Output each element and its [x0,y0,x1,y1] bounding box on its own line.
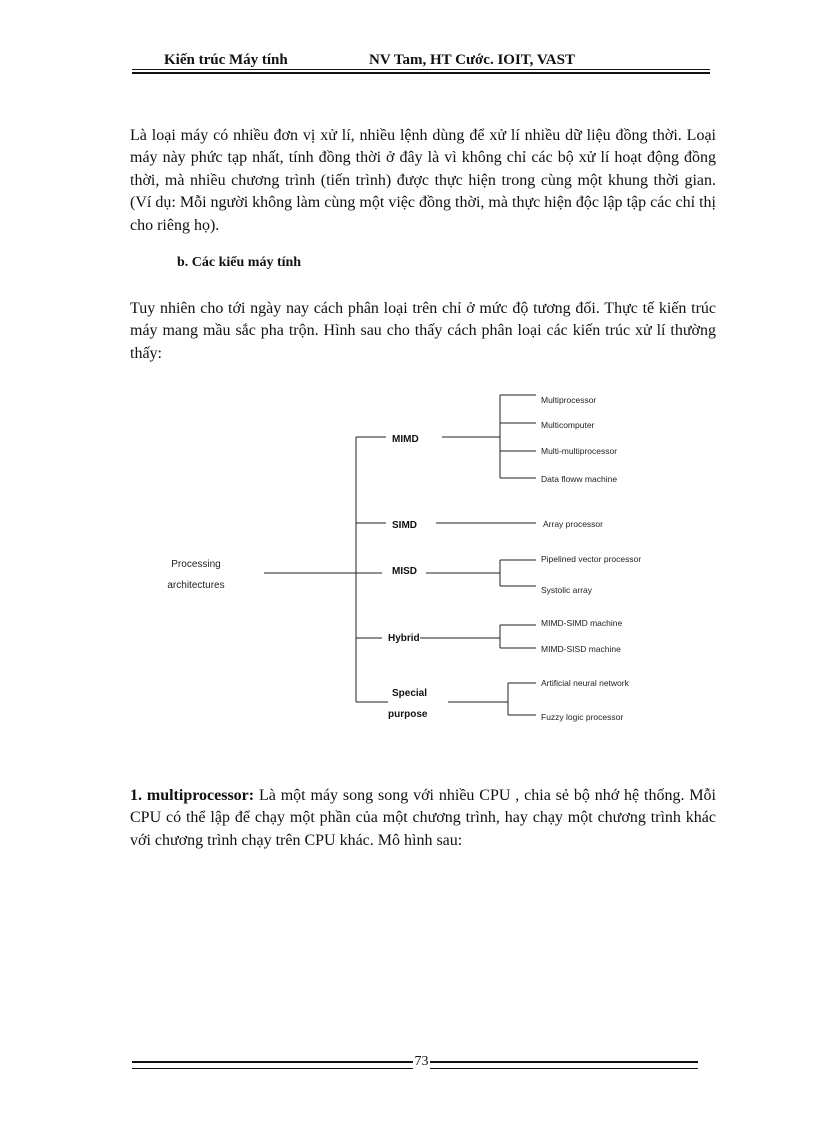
page-header [132,50,710,72]
special-label-line2: purpose [388,709,428,720]
leaf-pipelined-vector-processor: Pipelined vector processor [541,554,642,564]
hybrid-label: Hybrid [388,633,420,644]
paragraph-classification: Tuy nhiên cho tới ngày nay cách phân loại trên chỉ ở mức độ tương đối. Thực tế kiến trúc máy mang mầu sắc pha trộn. Hình sau cho thấy cách phân loại các kiến trúc xử lí thường thấy: [130,300,716,362]
footer-rule-left [132,1061,413,1069]
leaf-multiprocessor: Multiprocessor [541,395,597,405]
page-footer [132,1052,698,1074]
leaf-array-processor: Array processor [543,519,603,529]
leaf-fuzzy-logic-processor: Fuzzy logic processor [541,712,624,722]
leaf-mimd-simd-machine: MIMD-SIMD machine [541,618,623,628]
footer-rule-right [430,1061,698,1069]
leaf-mimd-sisd-machine: MIMD-SISD machine [541,644,621,654]
root-label-line1: Processing [171,559,221,570]
header-rule [132,69,710,70]
leaf-artificial-neural-network: Artificial neural network [541,678,629,688]
misd-label: MISD [392,566,417,577]
leaf-multicomputer: Multicomputer [541,420,595,430]
header-title: Kiến trúc Máy tính [164,52,288,68]
special-label-line1: Special [392,688,428,699]
header-rule-thick [132,72,710,74]
paragraph-multiprocessor [130,785,716,852]
simd-label: SIMD [392,520,417,531]
section-heading: b. Các kiểu máy tính [177,255,302,270]
root-label-line2: architectures [167,580,225,591]
leaf-data-flow-machine: Data floww machine [541,474,618,484]
multiprocessor-definition: Là một máy song song với nhiều CPU , chia sẻ bộ nhớ hệ thống. Mỗi CPU có thể lập để chạy một phần của một chương trình, hay chạy một chương trình khác với chương trình chạy trên CPU khác. Mô hình sau: [130,787,717,849]
page-number: 73 [414,1054,429,1069]
leaf-multi-multiprocessor: Multi-multiprocessor [541,446,618,456]
architecture-diagram [160,385,642,740]
mimd-label: MIMD [392,434,419,445]
multiprocessor-term: 1. multiprocessor: [130,787,255,804]
paragraph-mimd-description: Là loại máy có nhiều đơn vị xử lí, nhiều lệnh dùng để xử lí nhiều dữ liệu đồng thời. Loại máy này phức tạp nhất, tính đồng thời ở đây là vì không chỉ các bộ xử lí hoạt động đồng thời, mà nhiều chương trình (tiến trình) được thực hiện trong cùng một khung thời gian. (Ví dụ: Mỗi người không làm cùng một việc đồng thời, mà thực hiện độc lập tập các chỉ thị cho riêng họ). [130,127,716,234]
leaf-systolic-array: Systolic array [541,585,593,595]
header-authors: NV Tam, HT Cước. IOIT, VAST [369,52,575,68]
